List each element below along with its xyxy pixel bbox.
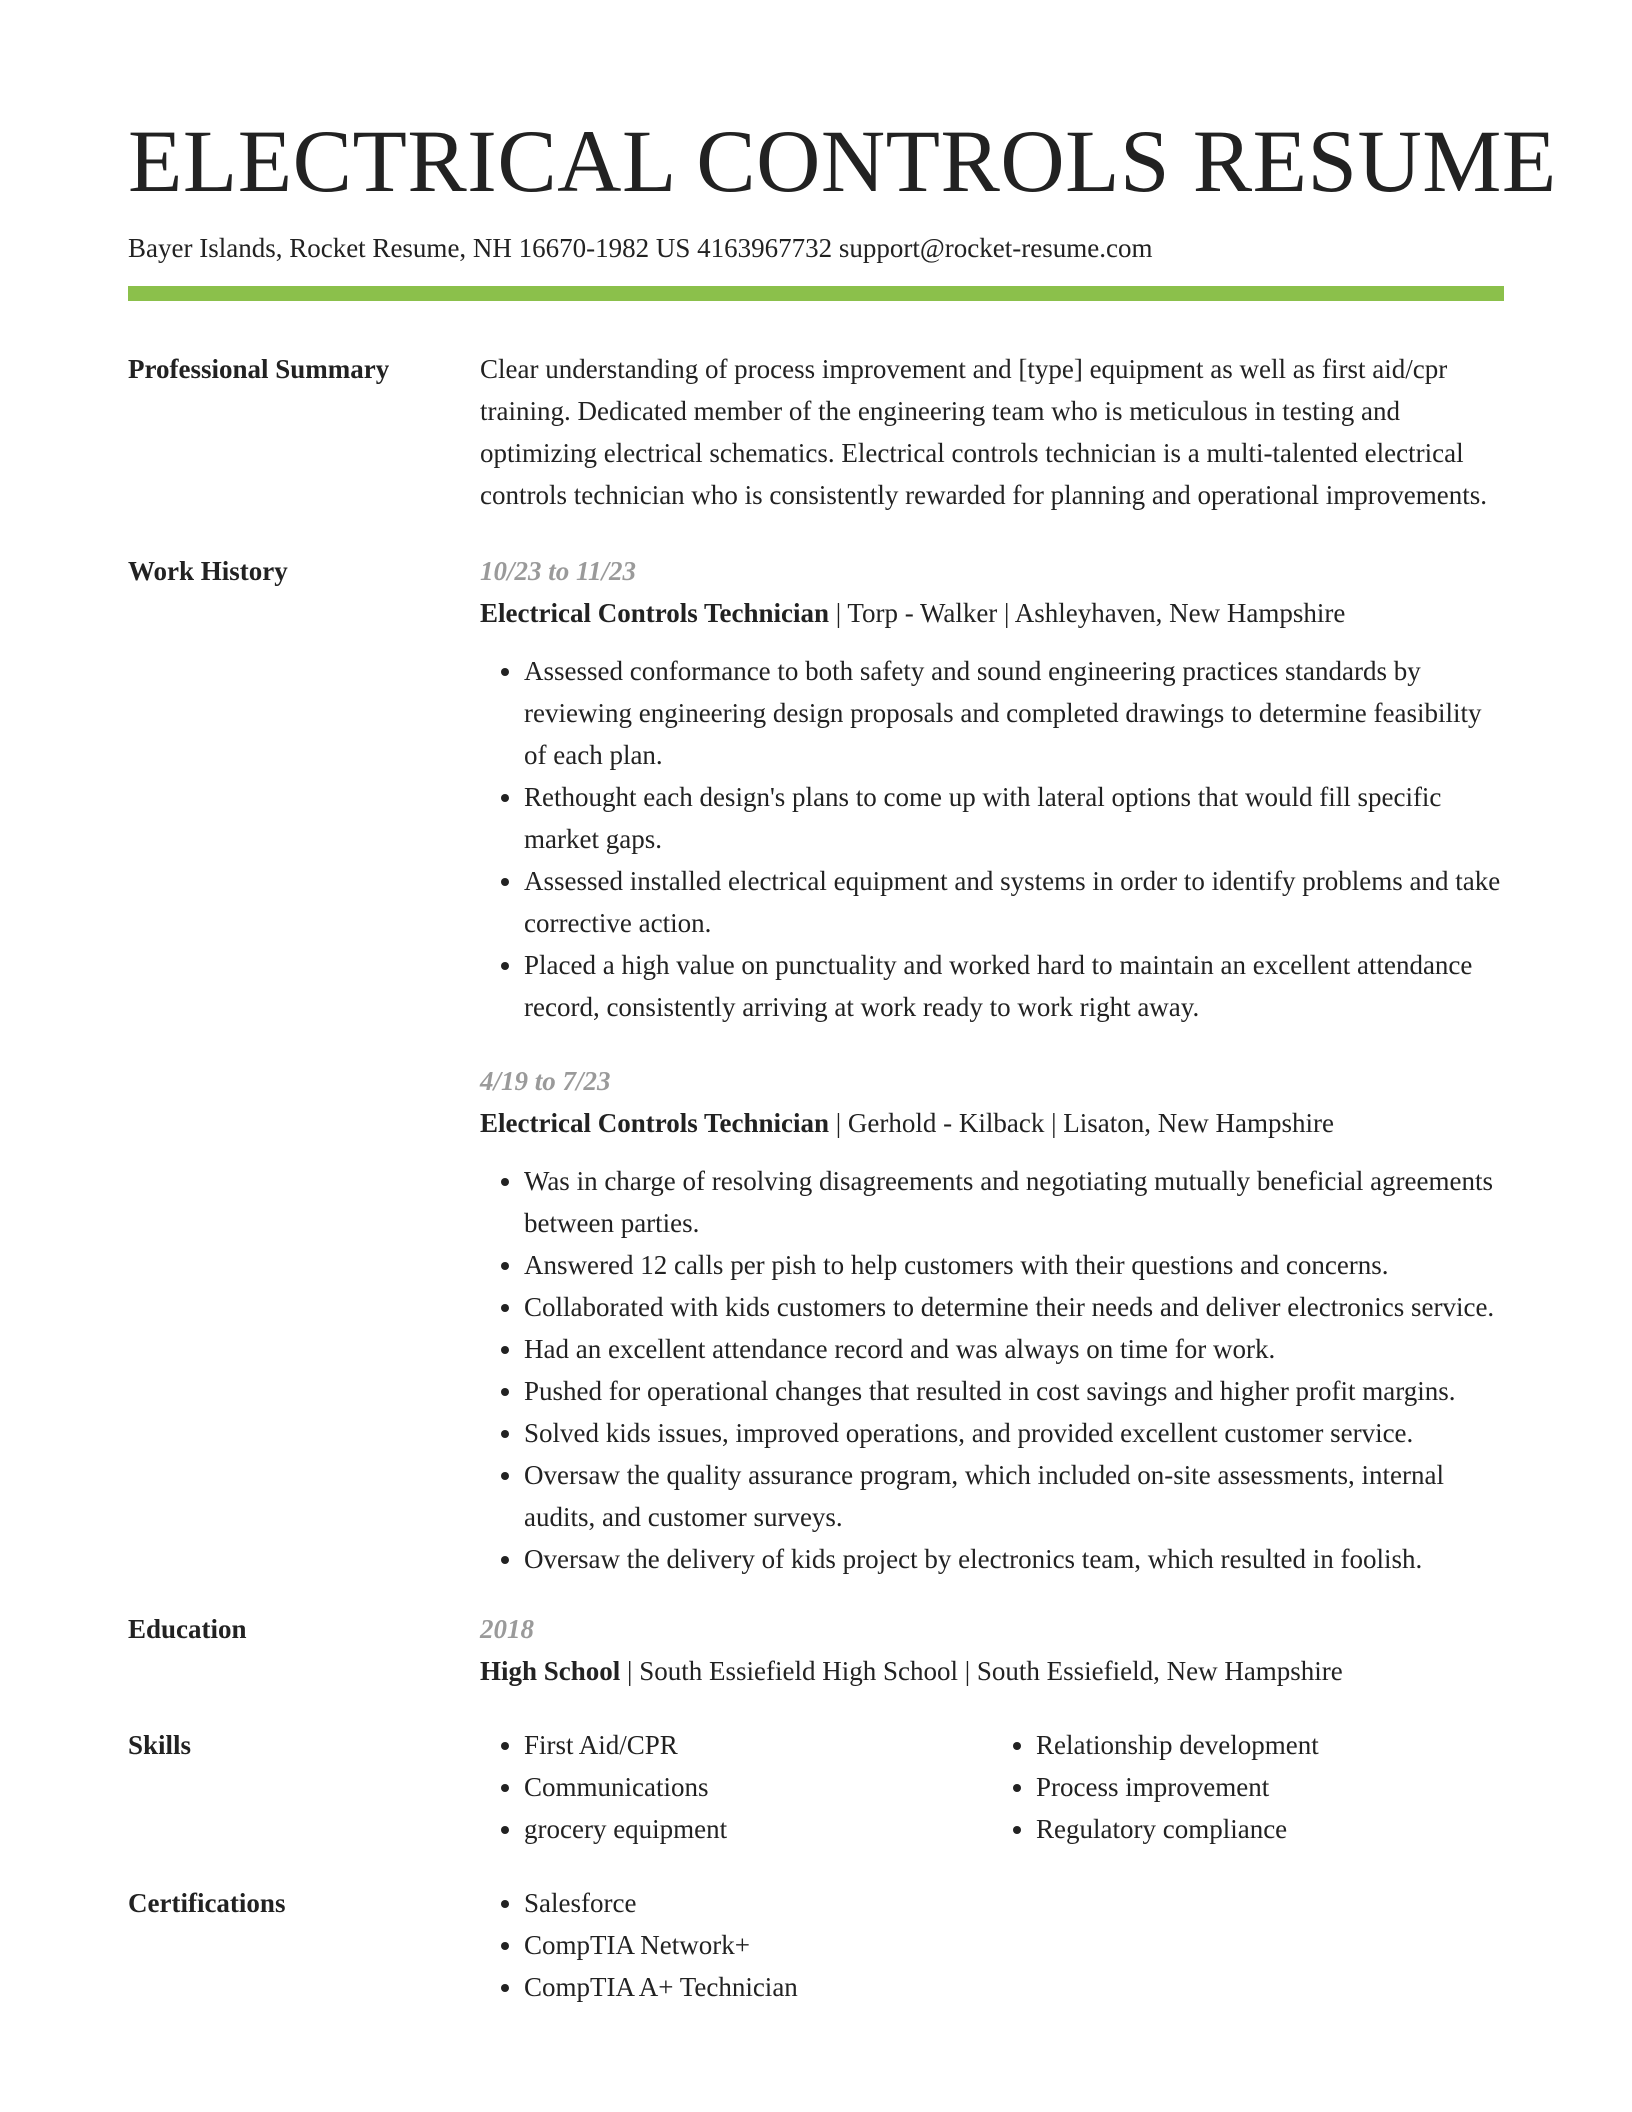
job-heading [480,1102,1504,1144]
job-bullet: • Oversaw the delivery of kids project by electronics team, which resulted in foolish. [524,1538,1504,1580]
job-bullet: • Answered 12 calls per pish to help customers with their questions and concerns. [524,1244,1504,1286]
job-title: Electrical Controls Technician [480,1108,829,1138]
skill-item: • Regulatory compliance [1036,1808,1504,1850]
skill-item: • Communications [524,1766,992,1808]
job-bullet: • Collaborated with kids customers to determine their needs and deliver electronics service. [524,1286,1504,1328]
job-bullet: • Assessed installed electrical equipment and systems in order to identify problems and take corrective action. [524,860,1504,944]
certification-item: • CompTIA A+ Technician [524,1966,1504,2008]
skills-list-left [480,1724,992,1850]
skill-item: • Relationship development [1036,1724,1504,1766]
job-entry [480,550,1504,1028]
work-history-label: Work History [128,556,288,586]
resume-title: ELECTRICAL CONTROLS RESUME [128,113,1557,211]
job-bullet: • Assessed conformance to both safety and sound engineering practices standards by reviewing engineering design proposals and completed drawings to determine feasibility of each plan. [524,650,1504,776]
job-title: Electrical Controls Technician [480,598,829,628]
education-heading [480,1650,1504,1692]
skills-list-right [992,1724,1504,1850]
certification-item: • CompTIA Network+ [524,1924,1504,1966]
education-section [128,1608,1504,1692]
job-bullet: • Had an excellent attendance record and was always on time for work. [524,1328,1504,1370]
education-details: | South Essiefield High School | South Essiefield, New Hampshire [620,1656,1343,1686]
certifications-list [480,1882,1504,2008]
job-dates: 4/19 to 7/23 [480,1066,611,1096]
job-bullet: • Was in charge of resolving disagreements and negotiating mutually beneficial agreements between parties. [524,1160,1504,1244]
certification-item: • Salesforce [524,1882,1504,1924]
skill-item: • First Aid/CPR [524,1724,992,1766]
header-divider [128,286,1504,301]
resume-sections [128,348,1504,2008]
job-entry [480,1060,1504,1580]
skill-item: • Process improvement [1036,1766,1504,1808]
education-degree: High School [480,1656,621,1686]
summary-text: Clear understanding of process improvement and [type] equipment as well as first aid/cpr training. Dedicated member of the engineering team who is meticulous in testing and optimizing electrical schematics. Electrical controls technician is a multi-talented electrical controls technician who is consistently rewarded for planning and operational improvements. [480,354,1487,510]
job-bullet: • Rethought each design's plans to come up with lateral options that would fill specific market gaps. [524,776,1504,860]
certifications-label: Certifications [128,1888,286,1918]
education-year: 2018 [480,1614,534,1644]
job-bullet: • Oversaw the quality assurance program, which included on-site assessments, internal audits, and customer surveys. [524,1454,1504,1538]
job-bullet: • Solved kids issues, improved operations, and provided excellent customer service. [524,1412,1504,1454]
job-heading [480,592,1504,634]
contact-info: Bayer Islands, Rocket Resume, NH 16670-1982 US 4163967732 support@rocket-resume.com [128,233,1153,263]
skills-label: Skills [128,1730,192,1760]
job-details: | Gerhold - Kilback | Lisaton, New Hampshire [829,1108,1334,1138]
summary-label: Professional Summary [128,354,390,384]
summary-section [128,348,1504,516]
certifications-section [128,1882,1504,2008]
job-bullet: • Placed a high value on punctuality and worked hard to maintain an excellent attendance record, consistently arriving at work ready to work right away. [524,944,1504,1028]
job-dates: 10/23 to 11/23 [480,556,637,586]
job-bullet: • Pushed for operational changes that resulted in cost savings and higher profit margins. [524,1370,1504,1412]
job-bullets [480,650,1504,1028]
job-bullets [480,1160,1504,1580]
skills-section [128,1724,1504,1850]
work-history-section [128,550,1504,1580]
education-label: Education [128,1614,247,1644]
job-details: | Torp - Walker | Ashleyhaven, New Hampshire [829,598,1346,628]
skill-item: • grocery equipment [524,1808,992,1850]
